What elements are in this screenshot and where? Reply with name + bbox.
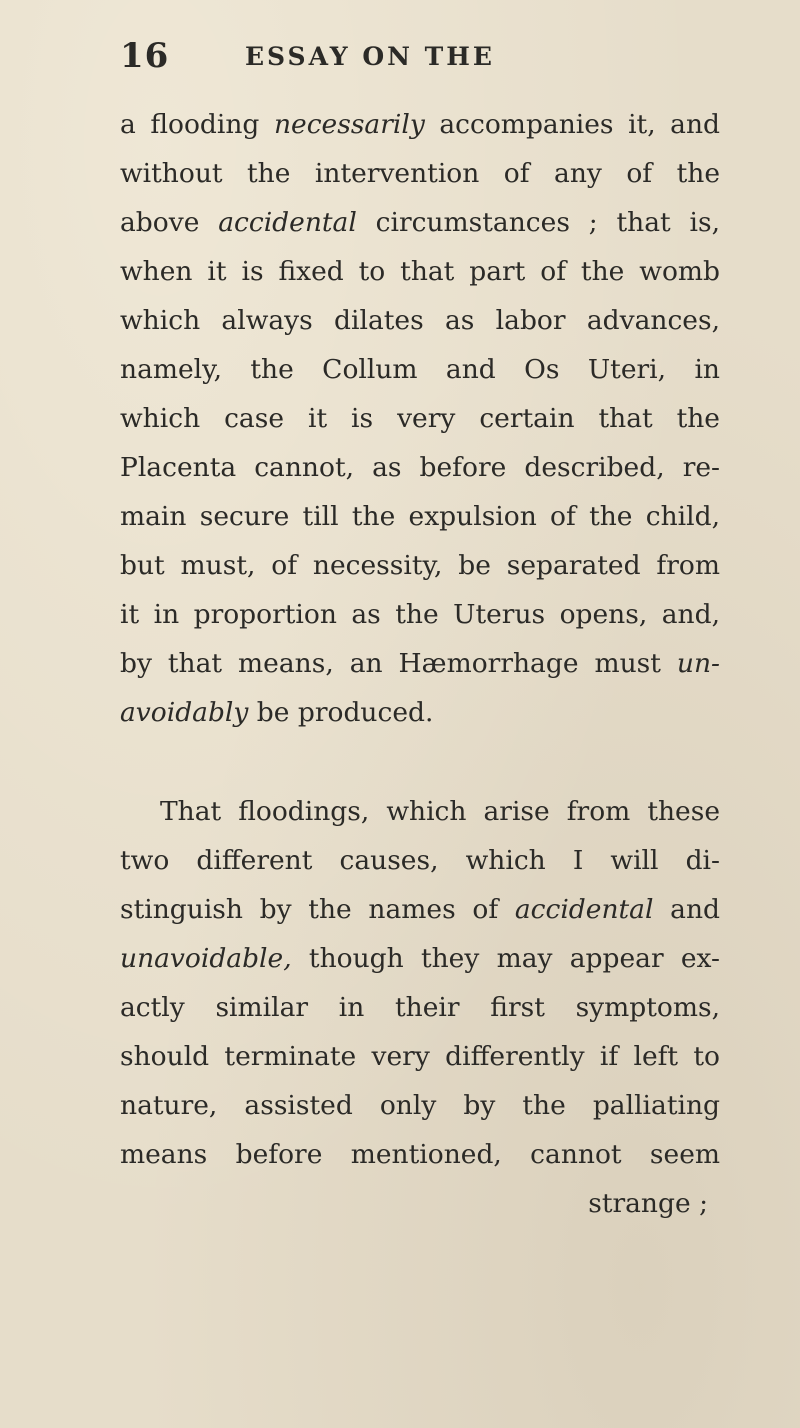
text-segment: nature, assisted only by the palliating [120, 1090, 720, 1121]
text-line [120, 541, 720, 590]
text-segment: it in proportion as the Uterus opens, and, [120, 599, 720, 630]
text-line [120, 149, 720, 198]
italic-text: accidental [514, 894, 654, 925]
text-segment: a flooding [120, 109, 274, 140]
text-line [120, 787, 720, 836]
text-segment: which always dilates as labor advances, [120, 305, 720, 336]
text-segment: stinguish by the names of [120, 894, 515, 925]
text-line [120, 198, 720, 247]
text-segment: namely, the Collum and Os Uteri, in [120, 354, 720, 385]
text-segment: without the intervention of any of the [120, 158, 720, 189]
paragraph-gap [120, 737, 720, 787]
italic-text: necessarily [273, 109, 425, 140]
body-text [120, 100, 720, 1228]
text-line [120, 1032, 720, 1081]
text-segment: when it is fixed to that part of the womb [120, 256, 720, 287]
text-segment: circumstances ; that is, [356, 207, 720, 238]
text-line [120, 1081, 720, 1130]
text-segment: and [653, 894, 720, 925]
text-segment: means before mentioned, cannot seem [120, 1139, 720, 1170]
text-line [120, 247, 720, 296]
text-segment: accompanies it, and [424, 109, 720, 140]
italic-text: accidental [218, 207, 357, 238]
catchword: strange ; [588, 1188, 708, 1219]
text-line [120, 443, 720, 492]
text-line [120, 639, 720, 688]
paragraph [120, 787, 720, 1179]
text-segment: above [120, 207, 219, 238]
text-line [120, 100, 720, 149]
text-line [120, 983, 720, 1032]
text-line [120, 885, 720, 934]
text-line [120, 934, 720, 983]
text-segment: which case it is very certain that the [120, 403, 720, 434]
text-line [120, 590, 720, 639]
text-segment: Placenta cannot, as before described, re- [120, 452, 720, 483]
text-line [120, 394, 720, 443]
italic-text: unavoidable, [120, 943, 292, 974]
text-segment: by that means, an Hæmorrhage must [120, 648, 677, 679]
italic-text: un- [676, 648, 720, 679]
text-line [120, 296, 720, 345]
text-line [120, 836, 720, 885]
text-segment: but must, of necessity, be separated from [120, 550, 720, 581]
page-number: 16 [120, 36, 170, 76]
text-segment: be produced. [248, 697, 434, 728]
page-header [120, 36, 720, 80]
italic-text: avoidably [120, 697, 249, 728]
text-line [120, 492, 720, 541]
text-segment: main secure till the expulsion of the child, [120, 501, 720, 532]
text-line [120, 1130, 720, 1179]
text-segment: should terminate very differently if left to [120, 1041, 720, 1072]
text-segment: though they may appear ex- [291, 943, 720, 974]
text-segment: two different causes, which I will di- [120, 845, 720, 876]
paragraph [120, 100, 720, 737]
text-segment: actly similar in their first symptoms, [120, 992, 720, 1023]
running-head: ESSAY ON THE [245, 42, 495, 71]
text-segment: That floodings, which arise from these [160, 796, 720, 827]
text-line [120, 345, 720, 394]
text-line [120, 688, 720, 737]
